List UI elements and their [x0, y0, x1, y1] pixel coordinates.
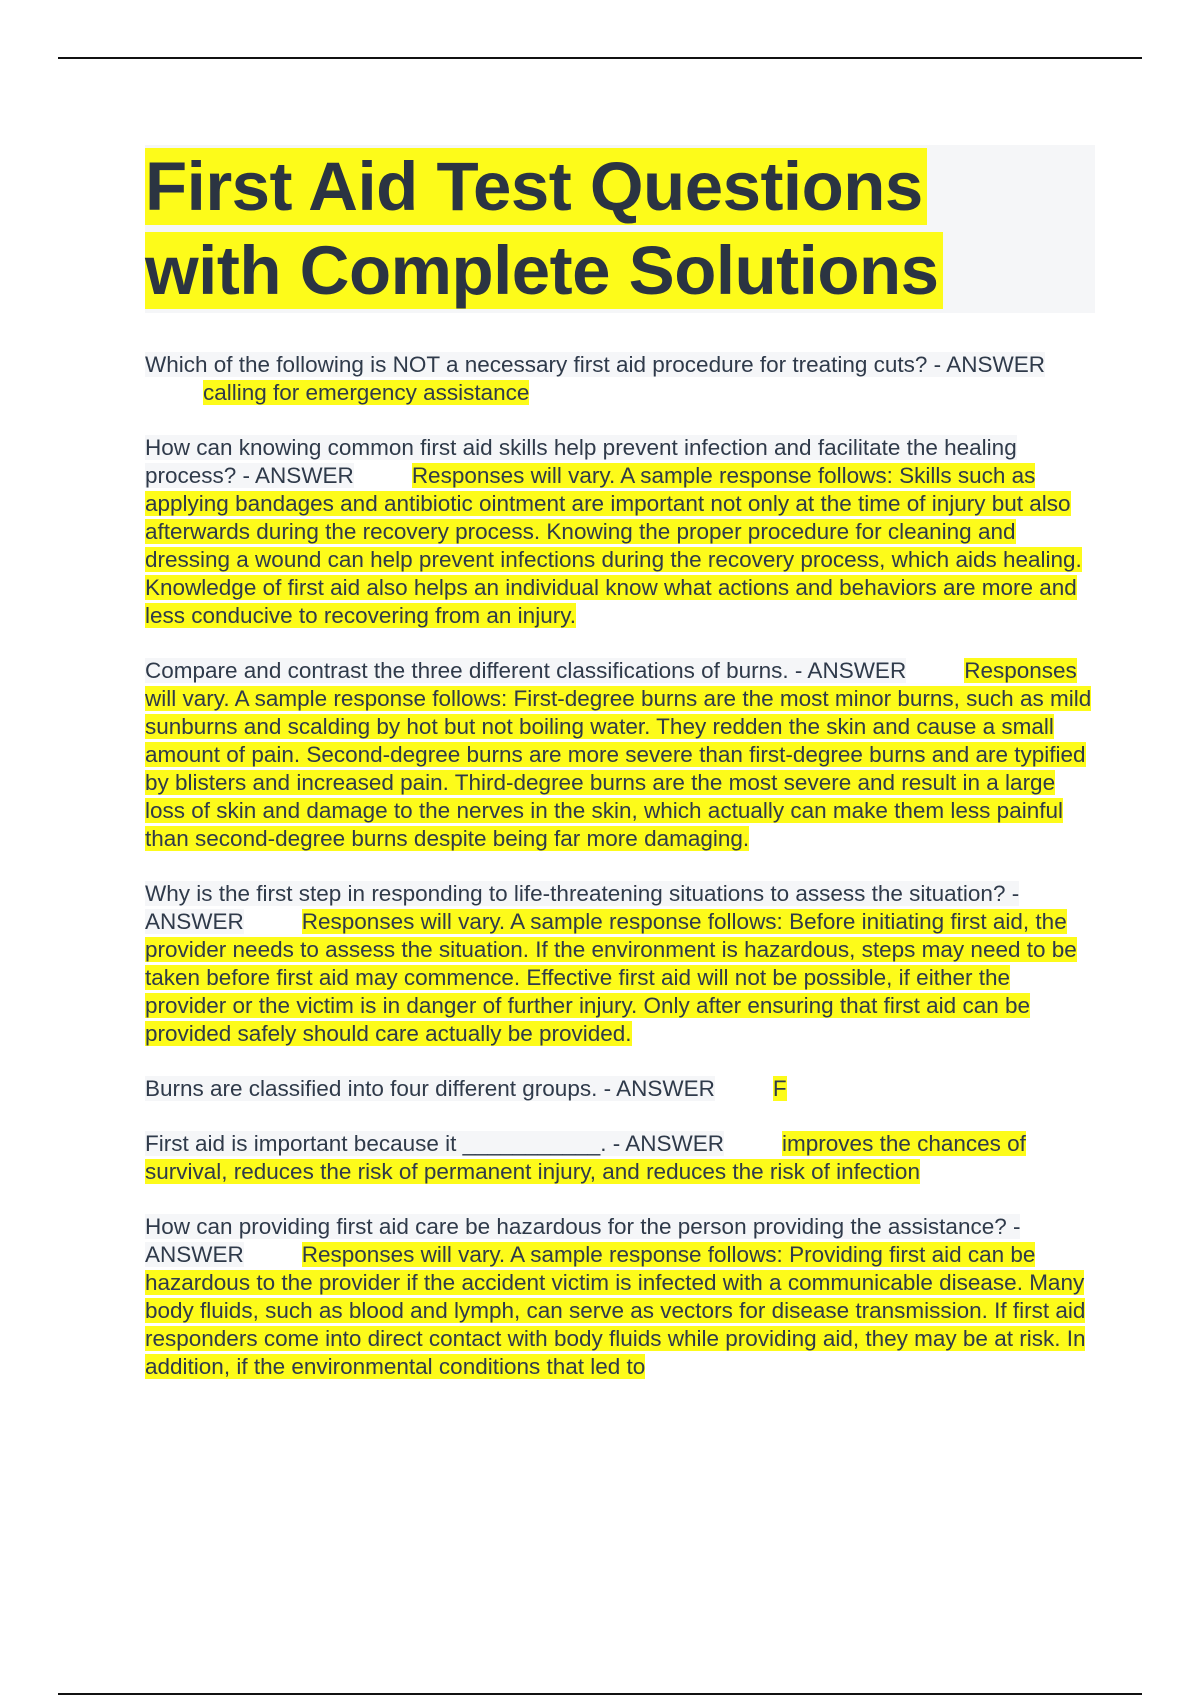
qa-item-7 [145, 1213, 1095, 1381]
answer-text: improves the chances of survival, reduces the risk of permanent injury, and reduces the risk of infection [145, 1131, 1026, 1184]
qa-item-5 [145, 1075, 1095, 1103]
question-text: Which of the following is NOT a necessary first aid procedure for treating cuts? - ANSWER [145, 352, 1045, 377]
answer-text: Responses will vary. A sample response follows: Providing first aid can be hazardous to the provider if the accident victim is infected with a communicable disease. Many body fluids, such as blood and lymph, can serve as vectors for disease transmission. If first aid responders come into direct contact with body fluids while providing aid, they may be at risk. In addition, if the environmental conditions that led to [145, 1242, 1086, 1379]
qa-item-6 [145, 1130, 1095, 1186]
document-body [145, 145, 1095, 1408]
qa-item-1 [145, 351, 1095, 407]
qa-item-3 [145, 657, 1095, 853]
question-text: How can knowing common first aid skills help prevent infection and facilitate the healing process? - ANSWER [145, 435, 1017, 488]
question-text: Why is the first step in responding to life-threatening situations to assess the situation? - ANSWER [145, 881, 1020, 934]
answer-text: Responses will vary. A sample response follows: Skills such as applying bandages and antibiotic ointment are important not only at the time of injury but also afterwards during the recovery process. Knowing the proper procedure for cleaning and dressing a wound can help prevent infections during the recovery process, which aids healing. Knowledge of first aid also helps an individual know what actions and behaviors are more and less conducive to recovering from an injury. [145, 463, 1082, 628]
top-rule [58, 57, 1142, 59]
question-text: Burns are classified into four different groups. - ANSWER [145, 1076, 715, 1101]
title-line-2: with Complete Solutions [145, 232, 943, 309]
answer-text: Responses will vary. A sample response follows: Before initiating first aid, the provider needs to assess the situation. If the environment is hazardous, steps may need to be taken before first aid may commence. Effective first aid will not be possible, if either the provider or the victim is in danger of further injury. Only after ensuring that first aid can be provided safely should care actually be provided. [145, 909, 1077, 1046]
document-title [145, 145, 1095, 313]
qa-item-4 [145, 880, 1095, 1048]
qa-item-2 [145, 434, 1095, 630]
answer-text: F [772, 1076, 787, 1101]
answer-text: Responses will vary. A sample response follows: First-degree burns are the most minor burns, such as mild sunburns and scalding by hot but not boiling water. They redden the skin and cause a small amount of pain. Second-degree burns are more severe than first-degree burns and are typified by blisters and increased pain. Third-degree burns are the most severe and result in a large loss of skin and damage to the nerves in the skin, which actually can make them less painful than second-degree burns despite being far more damaging. [145, 658, 1092, 851]
question-text: How can providing first aid care be hazardous for the person providing the assistance? - ANSWER [145, 1214, 1021, 1267]
question-text: First aid is important because it ___________. - ANSWER [145, 1131, 725, 1156]
question-text: Compare and contrast the three different classifications of burns. - ANSWER [145, 658, 907, 683]
title-block [145, 145, 1095, 313]
bottom-rule [58, 1693, 1142, 1695]
title-line-1: First Aid Test Questions [145, 148, 927, 225]
answer-text: calling for emergency assistance [203, 380, 530, 405]
